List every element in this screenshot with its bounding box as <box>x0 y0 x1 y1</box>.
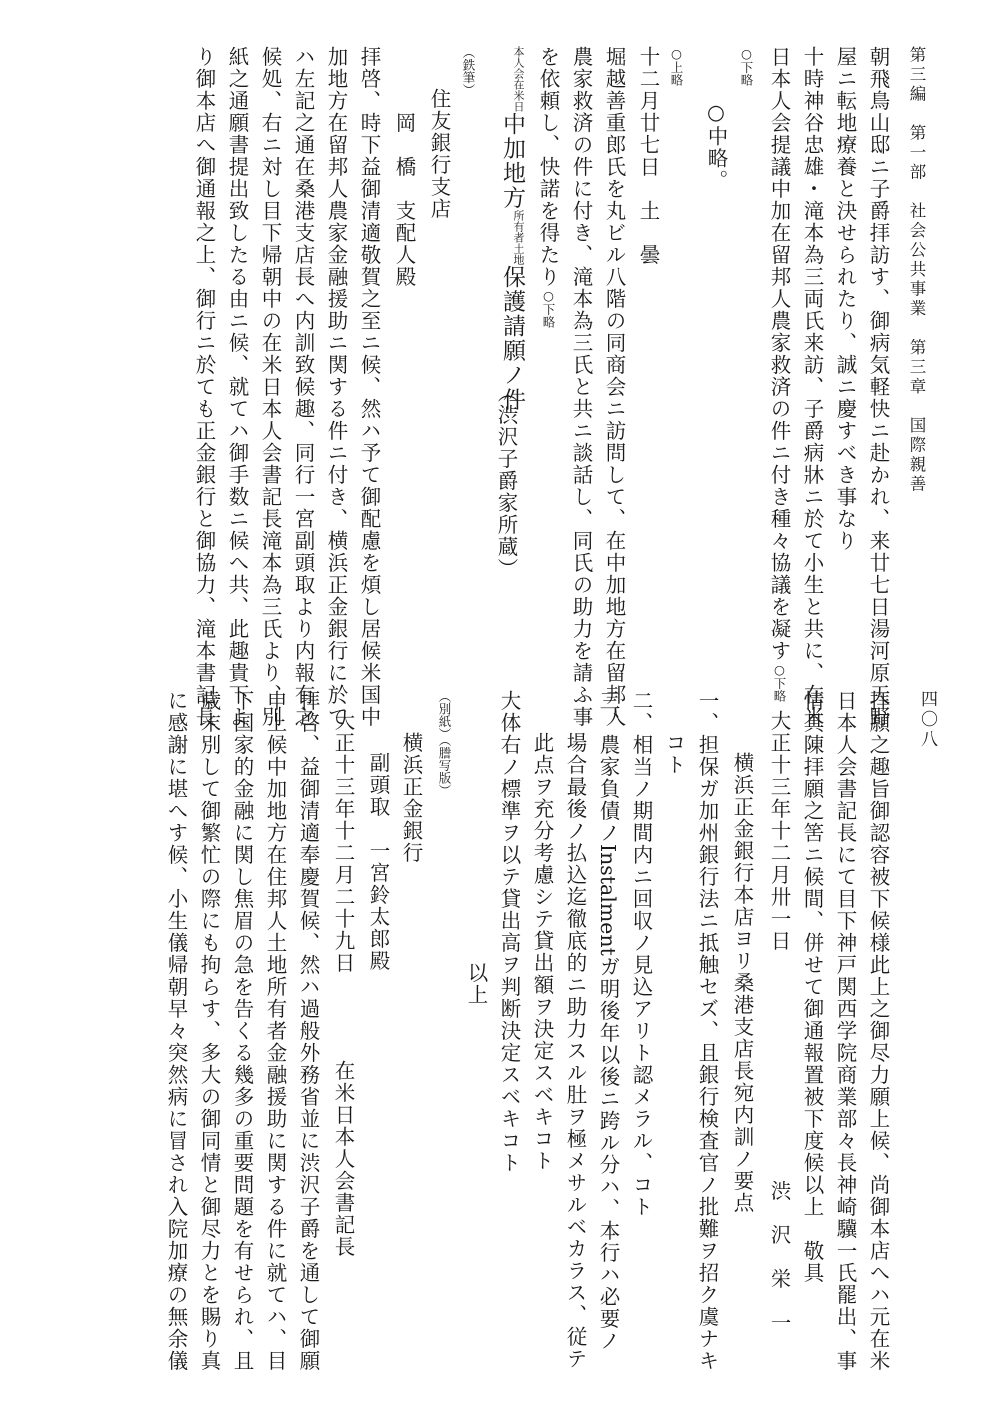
addressee-name: 岡 橋 支配人殿 <box>392 112 416 288</box>
omission-note: ○上略 <box>669 46 684 86</box>
diary-line-1: 朝飛鳥山邸ニ子爵拝訪す、御病気軽快ニ赴かれ、来廿七日湯河原天野 <box>866 46 890 728</box>
attachment-sender: 在米日本人会書記長 <box>331 1060 355 1258</box>
omission-note: ○下略 <box>541 288 556 328</box>
letter-line-8: 日本人会書記長にて目下神戸関西学院商業部々長神崎驥一氏罷出、事 <box>833 690 857 1372</box>
recipient-name: 副頭取 一宮鈴太郎殿 <box>366 752 390 972</box>
omission-mark: ○中略。 <box>704 100 728 192</box>
letter-date: 大正十三年十二月卅一日 <box>767 710 791 952</box>
diary-line-5: 堀越善重郎氏を丸ビル八階の同商会ニ訪問して、在中加地方在留邦人 <box>602 46 626 728</box>
diary-line-3: 十時神谷忠雄・滝本為三両氏来訪、子爵病牀ニ於て小生と共に、在米 <box>800 46 824 728</box>
letter-line-4: 候処、右ニ対し目下帰朝中の在米日本人会書記長滝本為三氏より、別 <box>258 46 282 728</box>
attachment-date: 大正十三年十二月二十九日 <box>331 710 355 974</box>
letter-line-9: 情具陳拝願之筈ニ候間、併せて御通報置被下度候以上 敬具 <box>800 690 824 1284</box>
diary-line-2: 屋ニ転地療養と決せられたり、誠ニ慶すべき事なり <box>833 46 857 552</box>
letter-line-5: 紙之通願書提出致したる由ニ候、就てハ御手数ニ候へ共、此趣貴下よ <box>225 46 249 728</box>
diary-line-6: 農家救済の件に付き、滝本為三氏と共ニ談話し、同氏の助力を請ふ事 <box>569 46 593 728</box>
letter-signature: 渋 沢 栄 一 <box>767 1180 791 1334</box>
recipient-bank: 横浜正金銀行 <box>399 732 423 864</box>
title-annotation: 土地 所有者 <box>512 210 525 265</box>
page-header: 第三編 第一部 社会公共事業 第三章 国際親善 <box>907 46 926 495</box>
title-annotation: 在米日 本人会 <box>512 46 525 112</box>
closing-ijo: 以上 <box>464 962 488 1006</box>
instruction-item-3-cont: 場合最後ノ払込迄徹底的ニ助力スル肚ヲ極メサルベカラス、従テ <box>563 732 587 1370</box>
page-number: 四〇八 <box>917 690 937 750</box>
attachment-line-2: 申上候中加地方在住邦人土地所有者金融援助に関する件に就てハ、目 <box>263 690 287 1372</box>
print-note: （鉄筆） <box>461 46 476 96</box>
attachment-line-3: 下国家的金融に関し焦眉の急を告くる幾多の重要問題を有せられ、且 <box>230 690 254 1372</box>
letter-line-6: り御本店へ御通報之上、御行ニ於ても正金銀行と御協力、滝本書記長 <box>192 46 216 728</box>
document-title: 在米日 本人会 中加地方 土地 所有者 保護請願ノ件 <box>499 46 525 412</box>
letter-line-7: 拝願之趣旨御認容被下候様此上之御尽力願上候、尚御本店へハ元在米 <box>866 690 890 1372</box>
source-note: （渋沢子爵家所蔵） <box>494 382 518 580</box>
instruction-item-3-cont: 此点ヲ充分考慮シテ貸出額ヲ決定スベキコト <box>530 732 554 1172</box>
instruction-item-3: 三、農家負債ノInstalmentガ明後年以後ニ跨ル分ハ、本行ハ必要ノ <box>596 690 620 1352</box>
diary-line-7: を依頼し、快諾を得たり○下略 <box>536 46 560 328</box>
omission-note: ○下略 <box>772 662 787 702</box>
letter-line-1: 拝啓、時下益御清適敬賀之至ニ候、然ハ予て御配慮を煩し居候米国中 <box>357 46 381 728</box>
attachment-note: （別紙）（謄写版） <box>437 690 452 797</box>
attachment-line-1: 拝啓、益御清適奉慶賀候、然ハ過般外務省並に渋沢子爵を通して御願 <box>296 690 320 1372</box>
instruction-item-1: 一、担保ガ加州銀行法ニ抵触セズ、且銀行検査官ノ批難ヲ招ク虞ナキ <box>695 690 719 1372</box>
instruction-summary: 大体右ノ標準ヲ以テ貸出高ヲ判断決定スベキコト <box>497 690 521 1174</box>
addressee-bank: 住友銀行支店 <box>427 88 451 220</box>
instruction-title: 横浜正金銀行本店ヨリ桑港支店長宛内訓ノ要点 <box>730 752 754 1214</box>
letter-line-2: 加地方在留邦人農家金融援助ニ関する件ニ付き、横浜正金銀行に於て <box>324 46 348 728</box>
attachment-line-5: に感謝に堪へす候、小生儀帰朝早々突然病に冒され入院加療の無余儀 <box>164 690 188 1372</box>
letter-line-3: ハ左記之通在桑港支店長へ内訓致候趣、同行一宮副頭取より内報有之 <box>291 46 315 728</box>
diary-line-4: 日本人会提議中加在留邦人農家救済の件ニ付き種々協議を凝す○下略 <box>767 46 791 702</box>
attachment-line-4: 歳末別して御繁忙の際にも拘らす、多大の御同情と御尽力とを賜り真 <box>197 690 221 1372</box>
instruction-item-2: 二、相当ノ期間内ニ回収ノ見込アリト認メラル、コト <box>629 690 653 1218</box>
instruction-item-1-cont: コト <box>662 732 686 776</box>
diary-date: 十二月廿七日 土 曇 <box>636 46 660 266</box>
omission-note: ○下略 <box>739 46 754 86</box>
